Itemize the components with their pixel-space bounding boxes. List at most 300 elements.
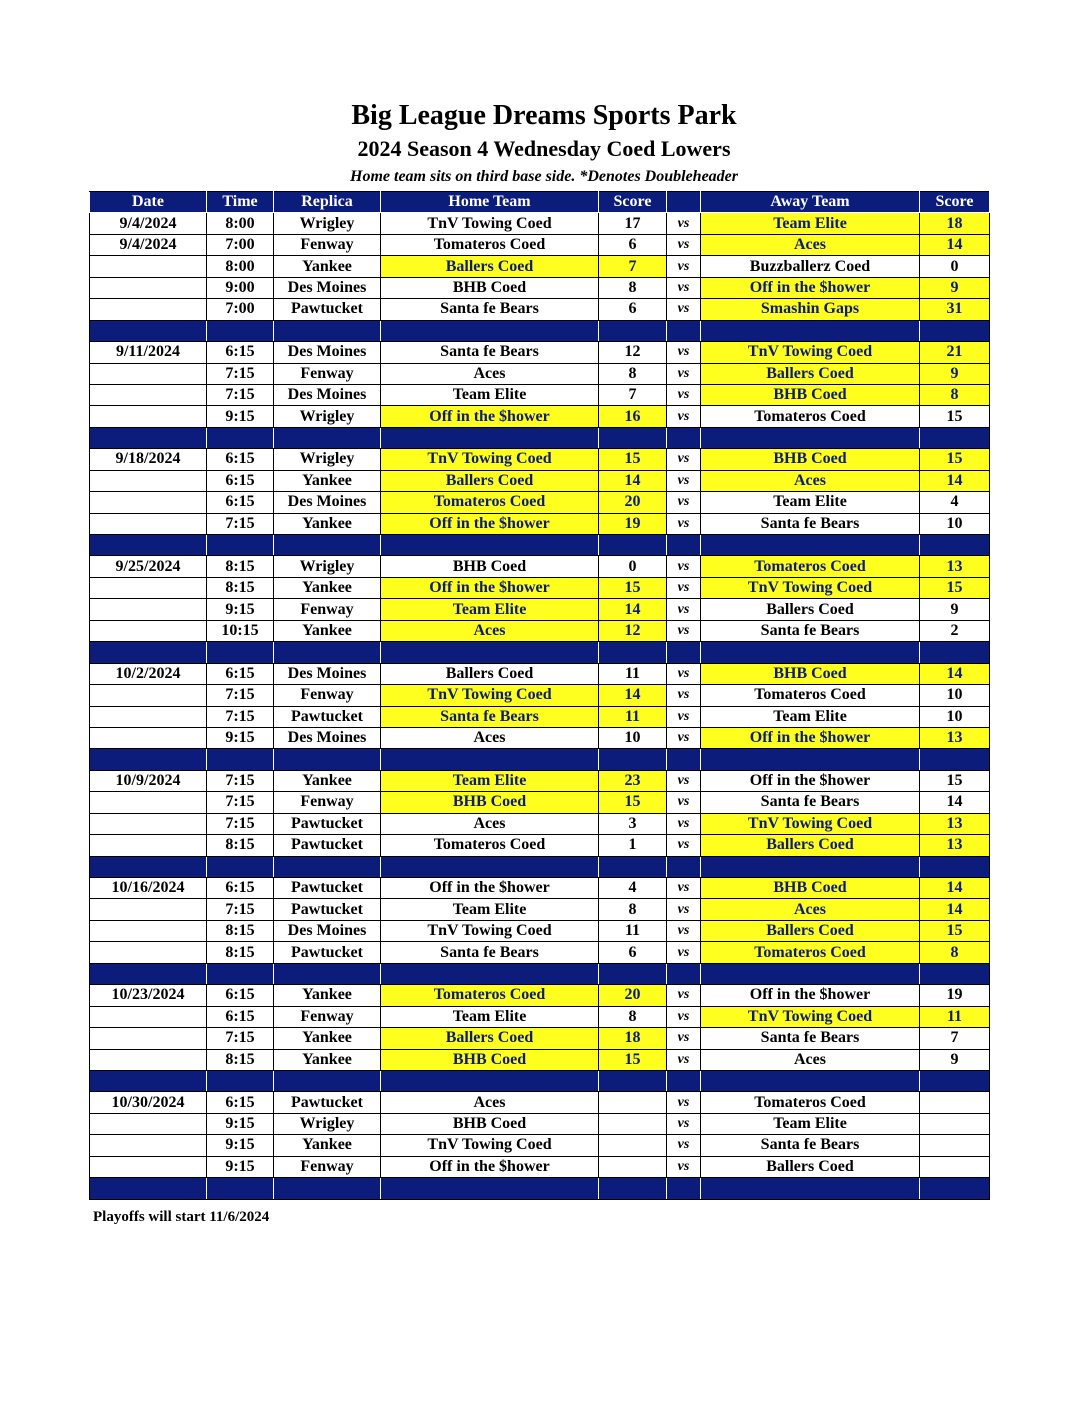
separator-cell bbox=[274, 856, 381, 877]
header-home-score: Score bbox=[599, 192, 667, 213]
home-team-cell: Team Elite bbox=[381, 770, 599, 791]
game-row bbox=[90, 813, 990, 834]
date-cell bbox=[90, 256, 207, 277]
vs-cell: vs bbox=[667, 299, 701, 320]
separator-cell bbox=[701, 427, 920, 448]
home-score-cell bbox=[599, 1135, 667, 1156]
home-score-cell: 15 bbox=[599, 449, 667, 470]
replica-cell: Yankee bbox=[274, 513, 381, 534]
time-cell: 8:15 bbox=[207, 577, 274, 598]
away-score-cell: 8 bbox=[920, 942, 990, 963]
date-cell bbox=[90, 899, 207, 920]
game-row bbox=[90, 985, 990, 1006]
away-team-cell: Aces bbox=[701, 470, 920, 491]
time-cell: 7:15 bbox=[207, 363, 274, 384]
separator-cell bbox=[90, 535, 207, 556]
separator-cell bbox=[667, 642, 701, 663]
game-row bbox=[90, 792, 990, 813]
away-team-cell: Tomateros Coed bbox=[701, 942, 920, 963]
vs-cell: vs bbox=[667, 599, 701, 620]
vs-cell: vs bbox=[667, 942, 701, 963]
replica-cell: Wrigley bbox=[274, 406, 381, 427]
away-score-cell: 2 bbox=[920, 620, 990, 641]
date-cell bbox=[90, 813, 207, 834]
away-score-cell: 15 bbox=[920, 577, 990, 598]
separator-cell bbox=[90, 963, 207, 984]
vs-cell: vs bbox=[667, 342, 701, 363]
time-cell: 7:00 bbox=[207, 299, 274, 320]
home-score-cell: 0 bbox=[599, 556, 667, 577]
separator-cell bbox=[667, 1178, 701, 1199]
separator-cell bbox=[90, 642, 207, 663]
vs-cell: vs bbox=[667, 234, 701, 255]
vs-cell: vs bbox=[667, 1135, 701, 1156]
game-row bbox=[90, 449, 990, 470]
home-team-cell: Aces bbox=[381, 620, 599, 641]
game-row bbox=[90, 920, 990, 941]
home-team-cell: Santa fe Bears bbox=[381, 299, 599, 320]
header-away-score: Score bbox=[920, 192, 990, 213]
replica-cell: Des Moines bbox=[274, 920, 381, 941]
time-cell: 6:15 bbox=[207, 470, 274, 491]
vs-cell: vs bbox=[667, 878, 701, 899]
away-team-cell: Ballers Coed bbox=[701, 920, 920, 941]
home-team-cell: TnV Towing Coed bbox=[381, 920, 599, 941]
separator-cell bbox=[274, 320, 381, 341]
date-cell bbox=[90, 492, 207, 513]
separator-cell bbox=[90, 1070, 207, 1091]
away-score-cell: 11 bbox=[920, 1006, 990, 1027]
home-team-cell: BHB Coed bbox=[381, 1049, 599, 1070]
vs-cell: vs bbox=[667, 899, 701, 920]
home-score-cell: 12 bbox=[599, 342, 667, 363]
date-cell bbox=[90, 384, 207, 405]
date-cell bbox=[90, 792, 207, 813]
away-team-cell: BHB Coed bbox=[701, 878, 920, 899]
week-separator bbox=[90, 535, 990, 556]
separator-cell bbox=[701, 856, 920, 877]
replica-cell: Fenway bbox=[274, 234, 381, 255]
game-row bbox=[90, 685, 990, 706]
separator-cell bbox=[599, 1070, 667, 1091]
time-cell: 9:15 bbox=[207, 406, 274, 427]
vs-cell: vs bbox=[667, 1028, 701, 1049]
time-cell: 8:15 bbox=[207, 1049, 274, 1070]
week-separator bbox=[90, 642, 990, 663]
vs-cell: vs bbox=[667, 835, 701, 856]
vs-cell: vs bbox=[667, 685, 701, 706]
away-score-cell: 10 bbox=[920, 685, 990, 706]
away-score-cell bbox=[920, 1113, 990, 1134]
away-score-cell: 15 bbox=[920, 406, 990, 427]
date-cell bbox=[90, 513, 207, 534]
replica-cell: Des Moines bbox=[274, 342, 381, 363]
time-cell: 9:15 bbox=[207, 599, 274, 620]
separator-cell bbox=[381, 749, 599, 770]
date-cell bbox=[90, 1028, 207, 1049]
week-separator bbox=[90, 749, 990, 770]
separator-cell bbox=[701, 749, 920, 770]
game-row bbox=[90, 470, 990, 491]
home-team-cell: BHB Coed bbox=[381, 556, 599, 577]
time-cell: 6:15 bbox=[207, 1006, 274, 1027]
away-team-cell: Buzzballerz Coed bbox=[701, 256, 920, 277]
away-team-cell: Off in the $hower bbox=[701, 770, 920, 791]
vs-cell: vs bbox=[667, 813, 701, 834]
home-score-cell: 6 bbox=[599, 234, 667, 255]
game-row bbox=[90, 706, 990, 727]
time-cell: 7:15 bbox=[207, 770, 274, 791]
home-team-cell: Aces bbox=[381, 813, 599, 834]
date-cell: 9/4/2024 bbox=[90, 234, 207, 255]
home-score-cell: 11 bbox=[599, 706, 667, 727]
game-row bbox=[90, 899, 990, 920]
separator-cell bbox=[274, 535, 381, 556]
home-team-cell: Team Elite bbox=[381, 899, 599, 920]
home-team-cell: Off in the $hower bbox=[381, 513, 599, 534]
away-team-cell: Santa fe Bears bbox=[701, 792, 920, 813]
separator-cell bbox=[381, 963, 599, 984]
vs-cell: vs bbox=[667, 577, 701, 598]
away-team-cell: TnV Towing Coed bbox=[701, 342, 920, 363]
separator-cell bbox=[701, 535, 920, 556]
separator-cell bbox=[381, 856, 599, 877]
date-cell: 10/2/2024 bbox=[90, 663, 207, 684]
replica-cell: Des Moines bbox=[274, 277, 381, 298]
home-score-cell: 8 bbox=[599, 899, 667, 920]
home-score-cell bbox=[599, 1156, 667, 1177]
date-cell bbox=[90, 406, 207, 427]
home-team-cell: Tomateros Coed bbox=[381, 985, 599, 1006]
away-team-cell: Off in the $hower bbox=[701, 985, 920, 1006]
away-score-cell: 15 bbox=[920, 920, 990, 941]
separator-cell bbox=[207, 1178, 274, 1199]
time-cell: 9:15 bbox=[207, 1135, 274, 1156]
vs-cell: vs bbox=[667, 1049, 701, 1070]
time-cell: 10:15 bbox=[207, 620, 274, 641]
home-score-cell: 14 bbox=[599, 685, 667, 706]
replica-cell: Wrigley bbox=[274, 213, 381, 234]
separator-cell bbox=[274, 1178, 381, 1199]
replica-cell: Yankee bbox=[274, 256, 381, 277]
home-score-cell: 14 bbox=[599, 470, 667, 491]
home-score-cell: 15 bbox=[599, 1049, 667, 1070]
game-row bbox=[90, 1135, 990, 1156]
vs-cell: vs bbox=[667, 256, 701, 277]
away-team-cell: Team Elite bbox=[701, 1113, 920, 1134]
home-team-cell: Ballers Coed bbox=[381, 256, 599, 277]
home-team-cell: TnV Towing Coed bbox=[381, 1135, 599, 1156]
date-cell bbox=[90, 599, 207, 620]
separator-cell bbox=[701, 1070, 920, 1091]
date-cell: 10/16/2024 bbox=[90, 878, 207, 899]
replica-cell: Yankee bbox=[274, 577, 381, 598]
replica-cell: Yankee bbox=[274, 770, 381, 791]
home-team-cell: Ballers Coed bbox=[381, 1028, 599, 1049]
away-score-cell: 8 bbox=[920, 384, 990, 405]
away-team-cell: Ballers Coed bbox=[701, 1156, 920, 1177]
home-score-cell: 8 bbox=[599, 1006, 667, 1027]
separator-cell bbox=[207, 427, 274, 448]
separator-cell bbox=[667, 856, 701, 877]
separator-cell bbox=[207, 535, 274, 556]
home-team-cell: Off in the $hower bbox=[381, 1156, 599, 1177]
home-score-cell: 6 bbox=[599, 299, 667, 320]
home-team-cell: Ballers Coed bbox=[381, 470, 599, 491]
away-team-cell: Aces bbox=[701, 1049, 920, 1070]
away-score-cell: 13 bbox=[920, 556, 990, 577]
home-team-cell: Ballers Coed bbox=[381, 663, 599, 684]
home-score-cell: 7 bbox=[599, 384, 667, 405]
replica-cell: Pawtucket bbox=[274, 706, 381, 727]
away-score-cell: 13 bbox=[920, 835, 990, 856]
date-cell: 9/18/2024 bbox=[90, 449, 207, 470]
home-team-cell: Off in the $hower bbox=[381, 406, 599, 427]
home-team-cell: Aces bbox=[381, 363, 599, 384]
time-cell: 7:15 bbox=[207, 384, 274, 405]
vs-cell: vs bbox=[667, 792, 701, 813]
replica-cell: Fenway bbox=[274, 1006, 381, 1027]
home-score-cell: 14 bbox=[599, 599, 667, 620]
separator-cell bbox=[90, 856, 207, 877]
game-row bbox=[90, 1006, 990, 1027]
home-score-cell: 20 bbox=[599, 492, 667, 513]
time-cell: 6:15 bbox=[207, 449, 274, 470]
separator-cell bbox=[701, 963, 920, 984]
replica-cell: Wrigley bbox=[274, 1113, 381, 1134]
home-score-cell: 6 bbox=[599, 942, 667, 963]
replica-cell: Fenway bbox=[274, 599, 381, 620]
time-cell: 8:00 bbox=[207, 256, 274, 277]
separator-cell bbox=[599, 963, 667, 984]
separator-cell bbox=[701, 642, 920, 663]
date-cell bbox=[90, 920, 207, 941]
game-row bbox=[90, 1113, 990, 1134]
home-score-cell: 15 bbox=[599, 577, 667, 598]
away-score-cell bbox=[920, 1135, 990, 1156]
time-cell: 7:15 bbox=[207, 513, 274, 534]
away-team-cell: Aces bbox=[701, 899, 920, 920]
time-cell: 8:15 bbox=[207, 920, 274, 941]
away-team-cell: Tomateros Coed bbox=[701, 406, 920, 427]
vs-cell: vs bbox=[667, 513, 701, 534]
replica-cell: Yankee bbox=[274, 985, 381, 1006]
separator-cell bbox=[274, 1070, 381, 1091]
home-score-cell: 16 bbox=[599, 406, 667, 427]
home-score-cell: 20 bbox=[599, 985, 667, 1006]
home-team-cell: Off in the $hower bbox=[381, 878, 599, 899]
vs-cell: vs bbox=[667, 706, 701, 727]
separator-cell bbox=[207, 642, 274, 663]
separator-cell bbox=[920, 963, 990, 984]
separator-cell bbox=[207, 1070, 274, 1091]
time-cell: 8:00 bbox=[207, 213, 274, 234]
home-team-cell: Tomateros Coed bbox=[381, 835, 599, 856]
home-team-cell: TnV Towing Coed bbox=[381, 449, 599, 470]
home-score-cell: 1 bbox=[599, 835, 667, 856]
date-cell bbox=[90, 727, 207, 748]
vs-cell: vs bbox=[667, 770, 701, 791]
separator-cell bbox=[599, 427, 667, 448]
away-score-cell: 10 bbox=[920, 706, 990, 727]
separator-cell bbox=[920, 320, 990, 341]
away-team-cell: BHB Coed bbox=[701, 449, 920, 470]
replica-cell: Pawtucket bbox=[274, 813, 381, 834]
time-cell: 6:15 bbox=[207, 878, 274, 899]
home-team-cell: TnV Towing Coed bbox=[381, 213, 599, 234]
date-cell: 9/11/2024 bbox=[90, 342, 207, 363]
separator-cell bbox=[667, 963, 701, 984]
separator-cell bbox=[381, 427, 599, 448]
time-cell: 9:15 bbox=[207, 1156, 274, 1177]
separator-cell bbox=[920, 535, 990, 556]
week-separator bbox=[90, 427, 990, 448]
away-score-cell: 14 bbox=[920, 792, 990, 813]
date-cell: 10/9/2024 bbox=[90, 770, 207, 791]
week-separator bbox=[90, 1070, 990, 1091]
away-score-cell: 9 bbox=[920, 363, 990, 384]
away-team-cell: Santa fe Bears bbox=[701, 620, 920, 641]
home-score-cell: 12 bbox=[599, 620, 667, 641]
header-vs bbox=[667, 192, 701, 213]
home-score-cell: 8 bbox=[599, 277, 667, 298]
vs-cell: vs bbox=[667, 1156, 701, 1177]
time-cell: 8:15 bbox=[207, 556, 274, 577]
week-separator bbox=[90, 963, 990, 984]
vs-cell: vs bbox=[667, 1092, 701, 1113]
home-score-cell: 4 bbox=[599, 878, 667, 899]
separator-cell bbox=[207, 856, 274, 877]
game-row bbox=[90, 577, 990, 598]
replica-cell: Pawtucket bbox=[274, 878, 381, 899]
separator-cell bbox=[207, 320, 274, 341]
away-score-cell bbox=[920, 1092, 990, 1113]
home-score-cell: 18 bbox=[599, 1028, 667, 1049]
home-score-cell bbox=[599, 1113, 667, 1134]
date-cell: 9/4/2024 bbox=[90, 213, 207, 234]
header-row bbox=[90, 192, 990, 213]
game-row bbox=[90, 620, 990, 641]
time-cell: 6:15 bbox=[207, 492, 274, 513]
vs-cell: vs bbox=[667, 470, 701, 491]
date-cell bbox=[90, 706, 207, 727]
home-score-cell bbox=[599, 1092, 667, 1113]
home-team-cell: Santa fe Bears bbox=[381, 706, 599, 727]
away-team-cell: Santa fe Bears bbox=[701, 513, 920, 534]
home-score-cell: 8 bbox=[599, 363, 667, 384]
away-score-cell: 14 bbox=[920, 878, 990, 899]
vs-cell: vs bbox=[667, 556, 701, 577]
home-team-cell: Team Elite bbox=[381, 1006, 599, 1027]
date-cell bbox=[90, 620, 207, 641]
schedule-body bbox=[90, 213, 990, 1199]
replica-cell: Yankee bbox=[274, 1135, 381, 1156]
home-score-cell: 15 bbox=[599, 792, 667, 813]
replica-cell: Yankee bbox=[274, 1028, 381, 1049]
home-team-cell: Santa fe Bears bbox=[381, 342, 599, 363]
home-score-cell: 11 bbox=[599, 920, 667, 941]
separator-cell bbox=[274, 642, 381, 663]
away-team-cell: Off in the $hower bbox=[701, 727, 920, 748]
vs-cell: vs bbox=[667, 920, 701, 941]
time-cell: 6:15 bbox=[207, 985, 274, 1006]
home-team-cell: BHB Coed bbox=[381, 1113, 599, 1134]
game-row bbox=[90, 878, 990, 899]
replica-cell: Pawtucket bbox=[274, 299, 381, 320]
header-home-team: Home Team bbox=[381, 192, 599, 213]
time-cell: 6:15 bbox=[207, 663, 274, 684]
game-row bbox=[90, 406, 990, 427]
replica-cell: Des Moines bbox=[274, 663, 381, 684]
home-team-cell: Team Elite bbox=[381, 599, 599, 620]
separator-cell bbox=[599, 856, 667, 877]
date-cell bbox=[90, 1006, 207, 1027]
separator-cell bbox=[274, 749, 381, 770]
time-cell: 7:15 bbox=[207, 685, 274, 706]
separator-cell bbox=[701, 1178, 920, 1199]
separator-cell bbox=[381, 320, 599, 341]
away-team-cell: Team Elite bbox=[701, 213, 920, 234]
away-team-cell: BHB Coed bbox=[701, 663, 920, 684]
replica-cell: Yankee bbox=[274, 470, 381, 491]
header-replica: Replica bbox=[274, 192, 381, 213]
game-row bbox=[90, 1028, 990, 1049]
game-row bbox=[90, 234, 990, 255]
separator-cell bbox=[701, 320, 920, 341]
replica-cell: Des Moines bbox=[274, 384, 381, 405]
away-team-cell: Ballers Coed bbox=[701, 363, 920, 384]
separator-cell bbox=[207, 749, 274, 770]
away-score-cell: 14 bbox=[920, 234, 990, 255]
home-team-cell: Aces bbox=[381, 727, 599, 748]
away-team-cell: Team Elite bbox=[701, 706, 920, 727]
playoffs-footer: Playoffs will start 11/6/2024 bbox=[93, 1209, 270, 1225]
date-cell bbox=[90, 1049, 207, 1070]
vs-cell: vs bbox=[667, 1113, 701, 1134]
game-row bbox=[90, 213, 990, 234]
separator-cell bbox=[667, 749, 701, 770]
time-cell: 8:15 bbox=[207, 942, 274, 963]
replica-cell: Des Moines bbox=[274, 727, 381, 748]
separator-cell bbox=[599, 320, 667, 341]
home-score-cell: 3 bbox=[599, 813, 667, 834]
home-team-cell: Team Elite bbox=[381, 384, 599, 405]
game-row bbox=[90, 1156, 990, 1177]
away-score-cell: 9 bbox=[920, 599, 990, 620]
away-score-cell: 14 bbox=[920, 470, 990, 491]
away-score-cell: 19 bbox=[920, 985, 990, 1006]
replica-cell: Des Moines bbox=[274, 492, 381, 513]
time-cell: 9:15 bbox=[207, 1113, 274, 1134]
date-cell bbox=[90, 470, 207, 491]
game-row bbox=[90, 299, 990, 320]
separator-cell bbox=[667, 320, 701, 341]
separator-cell bbox=[920, 642, 990, 663]
separator-cell bbox=[90, 1178, 207, 1199]
replica-cell: Fenway bbox=[274, 1156, 381, 1177]
game-row bbox=[90, 384, 990, 405]
game-row bbox=[90, 727, 990, 748]
separator-cell bbox=[274, 963, 381, 984]
away-score-cell: 14 bbox=[920, 899, 990, 920]
away-score-cell: 13 bbox=[920, 813, 990, 834]
home-score-cell: 23 bbox=[599, 770, 667, 791]
replica-cell: Fenway bbox=[274, 792, 381, 813]
separator-cell bbox=[667, 1070, 701, 1091]
separator-cell bbox=[599, 749, 667, 770]
week-separator bbox=[90, 856, 990, 877]
separator-cell bbox=[599, 1178, 667, 1199]
